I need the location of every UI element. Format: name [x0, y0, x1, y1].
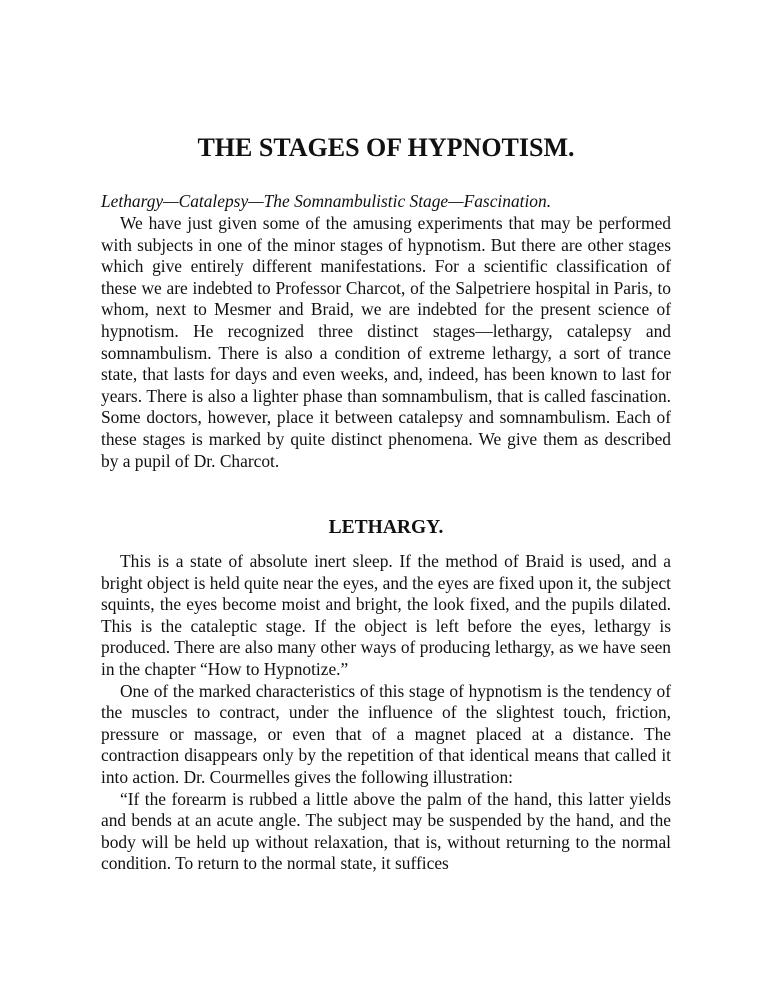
chapter-title: THE STAGES OF HYPNOTISM.	[197, 133, 575, 162]
section-heading-lethargy: LETHARGY.	[328, 517, 444, 538]
intro-paragraph: We have just given some of the amusing experiments that may be performed with subjects in one of the minor stages of hypnotism. But there are other stages which give entirely different manifestations. For a scientific classification of these we are indebted to Professor Charcot, of the Salpetriere hospital in Paris, to whom, next to Mesmer and Braid, we are indebted for the present science of hypnotism. He recognized three distinct stages—lethargy, catalepsy and somnambulism. There is also a condition of extreme lethargy, a sort of trance state, that lasts for days and even weeks, and, indeed, has been known to last for years. There is also a lighter phase than somnambulism, that is called fascination. Some doctors, however, place it between catalepsy and somnambulism. Each of these stages is marked by quite distinct phenomena. We give them as described by a pupil of Dr. Charcot.	[101, 213, 671, 471]
chapter-subtitle: Lethargy—Catalepsy—The Somnambulistic Stage—Fascination.	[101, 191, 552, 211]
intro-paragraph-block	[101, 213, 671, 472]
lethargy-paragraph-2: One of the marked characteristics of this stage of hypnotism is the tendency of the muscles to contract, under the influence of the slightest touch, friction, pressure or massage, or even that of a magnet placed at a distance. The contraction disappears only by the repetition of that identical means that called it into action. Dr. Courmelles gives the following illustration:	[101, 680, 671, 787]
lethargy-paragraph-3: “If the forearm is rubbed a little above the palm of the hand, this latter yields and bends at an acute angle. The subject may be suspended by the hand, and the body will be held up without relaxation, that is, without returning to the normal condition. To return to the normal state, it suffices	[101, 788, 671, 874]
lethargy-section-body	[101, 551, 671, 875]
lethargy-paragraph-1: This is a state of absolute inert sleep. If the method of Braid is used, and a bright object is held quite near the eyes, and the eyes are fixed upon it, the subject squints, the eyes become moist and bright, the look fixed, and the pupils dilated. This is the cataleptic stage. If the object is left before the eyes, lethargy is produced. There are also many other ways of producing lethargy, as we have seen in the chapter “How to Hypnotize.”	[101, 551, 671, 679]
